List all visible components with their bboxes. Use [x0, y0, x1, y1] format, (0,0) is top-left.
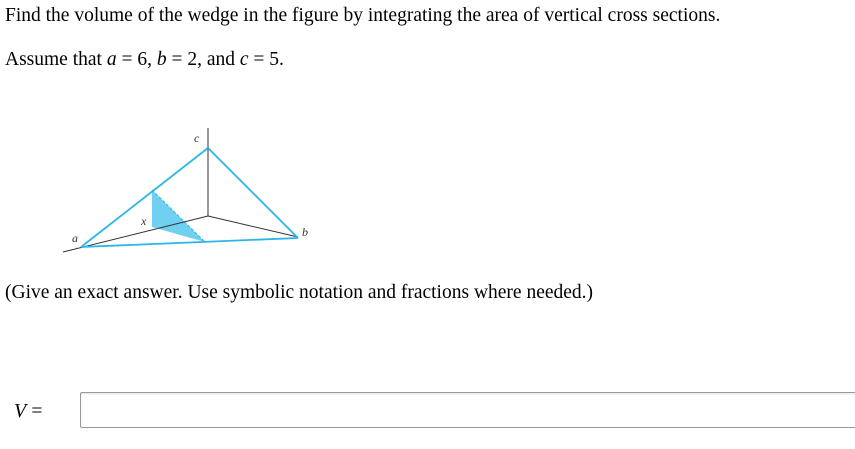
answer-label [14, 399, 43, 423]
variable-b: b [156, 49, 167, 70]
variable-a: a [106, 49, 117, 70]
wedge-edge-right [208, 148, 298, 238]
assumption-text [5, 48, 284, 72]
label-b: b [302, 225, 308, 239]
value-a: = 6, [116, 49, 157, 70]
answer-input[interactable] [80, 392, 855, 428]
variable-c: c [239, 49, 249, 70]
label-x: x [141, 214, 147, 228]
axis-b [208, 216, 298, 237]
question-text: Find the volume of the wedge in the figure by integrating the area of vertical cross sections. [5, 5, 721, 26]
value-b: = 2, and [166, 49, 240, 70]
assumption-prefix: Assume that [5, 49, 107, 70]
label-c: c [194, 131, 200, 145]
label-a: a [72, 231, 78, 245]
answer-instructions: (Give an exact answer. Use symbolic notation and fractions where needed.) [5, 282, 594, 303]
wedge-figure [55, 120, 325, 260]
value-c: = 5. [248, 49, 284, 70]
answer-variable: V [14, 400, 27, 422]
answer-equals: = [26, 400, 43, 422]
